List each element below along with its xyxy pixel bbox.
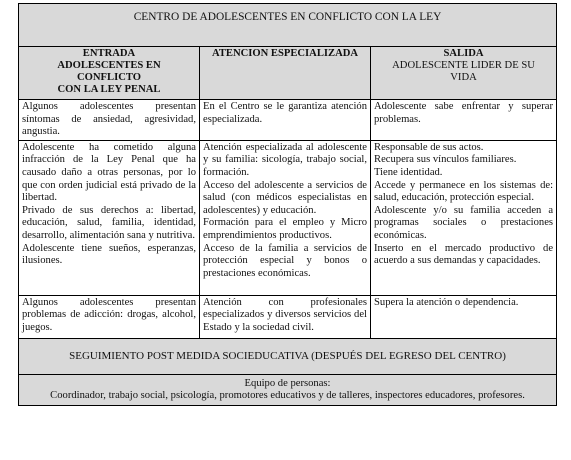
header-salida-line: SALIDA xyxy=(443,48,484,59)
cell-text: Supera la atención o dependencia. xyxy=(374,296,519,308)
cell-atencion xyxy=(200,100,371,141)
cell-atencion xyxy=(200,295,371,338)
header-entrada xyxy=(19,47,200,100)
header-atencion-line: ATENCION ESPECIALIZADA xyxy=(211,48,359,59)
cell-text: Adolescente tiene sueños, esperanzas, ilusiones. xyxy=(22,242,196,267)
team-list: Coordinador, trabajo social, psicología, promotores educativos y de talleres, inspectores educadores, profesores. xyxy=(50,390,525,402)
table-row xyxy=(19,295,557,338)
header-entrada-line: ENTRADA xyxy=(82,48,136,59)
cell-atencion xyxy=(200,140,371,295)
document-page xyxy=(18,3,556,406)
table-title: CENTRO DE ADOLESCENTES EN CONFLICTO CON LA LEY xyxy=(19,4,557,47)
cell-text: Atención especializada al adolescente y su familia: sicología, trabajo social, formación. xyxy=(203,141,367,178)
cell-text: Adolescente ha cometido alguna infracción de la Ley Penal que ha causado daño a otras personas, por lo que con orden judicial está privado de la libertad. xyxy=(22,141,196,204)
cell-entrada xyxy=(19,100,200,141)
cell-text: En el Centro se le garantiza atención especializada. xyxy=(203,101,367,125)
cell-text: Privado de sus derechos a: libertad, educación, salud, familia, identidad, desarrollo, alimentación sana y nutritiva. xyxy=(22,204,196,241)
team-cell xyxy=(19,374,557,405)
header-atencion xyxy=(200,47,371,100)
team-title: Equipo de personas: xyxy=(244,377,331,389)
header-entrada-line: CONFLICTO xyxy=(77,72,141,83)
cell-text: Adolescente y/o su familia acceden a programas sociales o prestaciones económicas. xyxy=(374,204,554,241)
cell-text: Adolescente sabe enfrentar y superar problemas. xyxy=(374,101,554,125)
cell-text: Tiene identidad. xyxy=(374,166,443,178)
cell-text: Recupera sus vínculos familiares. xyxy=(374,154,517,166)
program-table xyxy=(18,3,557,406)
header-salida-line: VIDA xyxy=(450,72,477,83)
cell-text: Inserto en el mercado productivo de acuerdo a sus demandas y capacidades. xyxy=(374,242,554,267)
table-row xyxy=(19,140,557,295)
header-salida-line: ADOLESCENTE LIDER DE SU xyxy=(392,60,535,71)
table-row xyxy=(19,100,557,141)
cell-text: Formación para el empleo y Micro emprendimientos productivos. xyxy=(203,217,367,241)
post-follow-up-heading: SEGUIMIENTO POST MEDIDA SOCIEDUCATIVA (DESPUÉS DEL EGRESO DEL CENTRO) xyxy=(19,338,557,374)
cell-salida xyxy=(371,295,557,338)
cell-entrada xyxy=(19,140,200,295)
header-entrada-line: CON LA LEY PENAL xyxy=(57,84,161,95)
cell-salida xyxy=(371,140,557,295)
cell-text: Algunos adolescentes presentan síntomas de ansiedad, agresividad, angustia. xyxy=(22,101,196,138)
cell-text: Algunos adolescentes presentan problemas de adicción: drogas, alcohol, juegos. xyxy=(22,296,196,333)
cell-text: Accede y permanece en los sistemas de: salud, educación, protección especial. xyxy=(374,179,554,204)
cell-entrada xyxy=(19,295,200,338)
header-entrada-line: ADOLESCENTES EN xyxy=(57,60,161,71)
cell-text: Acceso de la familia a servicios de protección especial y bonos o prestaciones económicas. xyxy=(203,242,367,279)
header-salida xyxy=(371,47,557,100)
cell-text: Atención con profesionales especializados y diversos servicios del Estado y la sociedad civil. xyxy=(203,296,367,333)
cell-text: Acceso del adolescente a servicios de salud (con médicos especialistas en adolescentes) y educación. xyxy=(203,179,367,216)
cell-text: Responsable de sus actos. xyxy=(374,141,484,153)
cell-salida xyxy=(371,100,557,141)
